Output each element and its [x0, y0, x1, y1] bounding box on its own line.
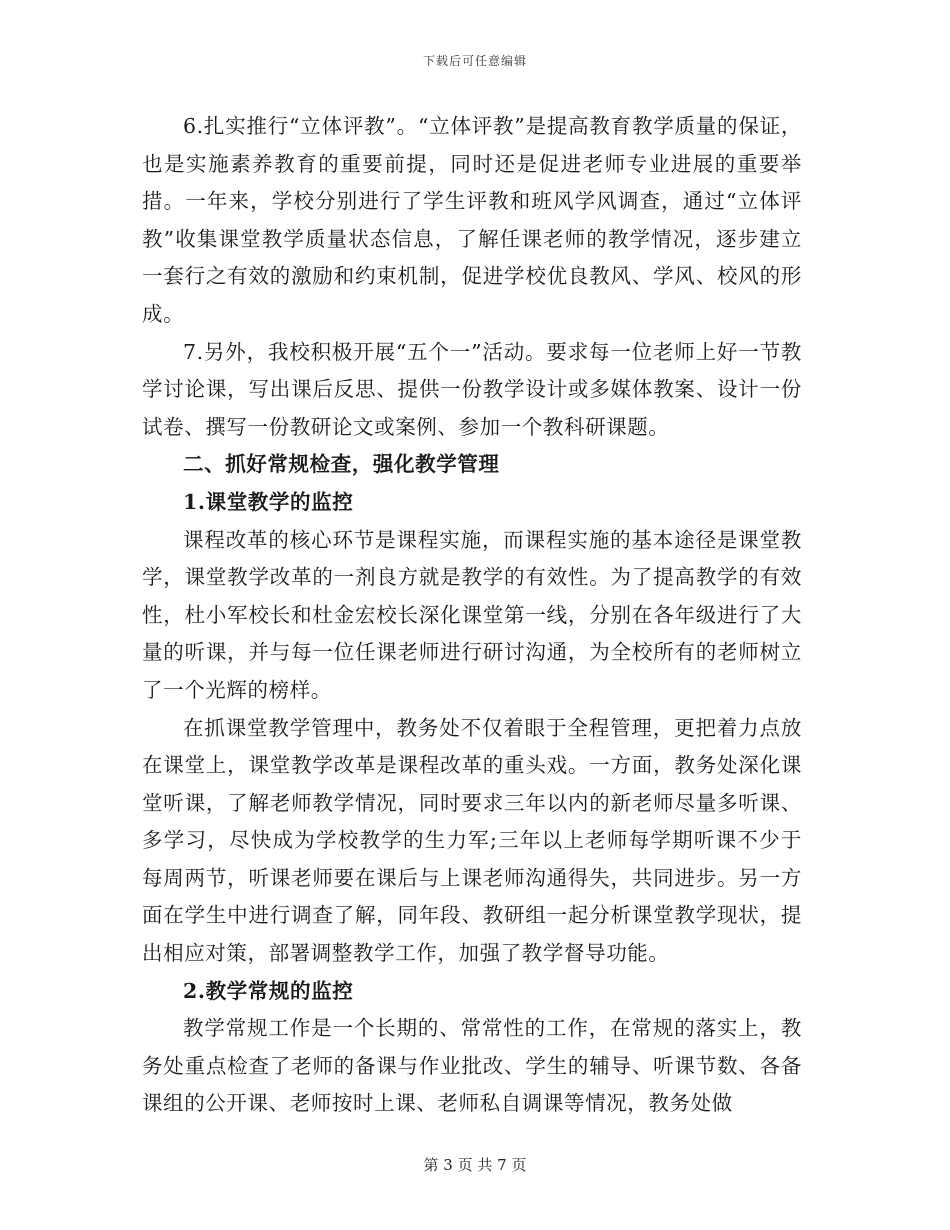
page-number-footer: 第 3 页 共 7 页: [423, 1156, 527, 1174]
paragraph-classroom-management: 在抓课堂教学管理中，教务处不仅着眼于全程管理，更把着力点放在课堂上，课堂教学改革是课程改革的重头戏。一方面，教务处深化课堂听课，了解老师教学情况，同时要求三年以内的新老师尽量多听课、多学习，尽快成为学校教学的生力军;三年以上老师每学期听课不少于每周两节，听课老师要在课后与上课老师沟通得失，共同进步。另一方面在学生中进行调查了解，同年段、教研组一起分析课堂教学现状，提出相应对策，部署调整教学工作，加强了教学督导功能。: [142, 715, 802, 966]
paragraph-five-ones: 7.另外，我校积极开展“五个一”活动。要求每一位老师上好一节教学讨论课，写出课后反思、提供一份教学设计或多媒体教案、设计一份试卷、撰写一份教研论文或案例、参加一个教科研课题。: [142, 339, 802, 439]
section-heading-routine-inspection: 二、抓好常规检查，强化教学管理: [183, 452, 500, 477]
paragraph-curriculum-reform: 课程改革的核心环节是课程实施，而课程实施的基本途径是课堂教学，课堂教学改革的一剂良方就是教学的有效性。为了提高教学的有效性，杜小军校长和杜金宏校长深化课堂第一线，分别在各年级进行了大量的听课，并与每一位任课老师进行研讨沟通，为全校所有的老师树立了一个光辉的榜样。: [142, 527, 802, 702]
subheading-routine-monitoring: 2.教学常规的监控: [183, 978, 354, 1003]
page-header-note: 下载后可任意编辑: [422, 54, 527, 68]
paragraph-stereo-evaluation: 6.扎实推行“立体评教”。“立体评教”是提高教育教学质量的保证，也是实施素养教育的重要前提，同时还是促进老师专业进展的重要举措。一年来，学校分别进行了学生评教和班风学风调查，通过“立体评教”收集课堂教学质量状态信息，了解任课老师的教学情况，逐步建立一套行之有效的激励和约束机制，促进学校优良教风、学风、校风的形成。: [142, 114, 802, 326]
paragraph-routine-work: 教学常规工作是一个长期的、常常性的工作，在常规的落实上，教务处重点检查了老师的备课与作业批改、学生的辅导、听课节数、各备课组的公开课、老师按时上课、老师私自调课等情况，教务处做: [142, 1016, 802, 1116]
document-body: [142, 108, 802, 1123]
subheading-classroom-monitoring: 1.课堂教学的监控: [183, 489, 354, 514]
